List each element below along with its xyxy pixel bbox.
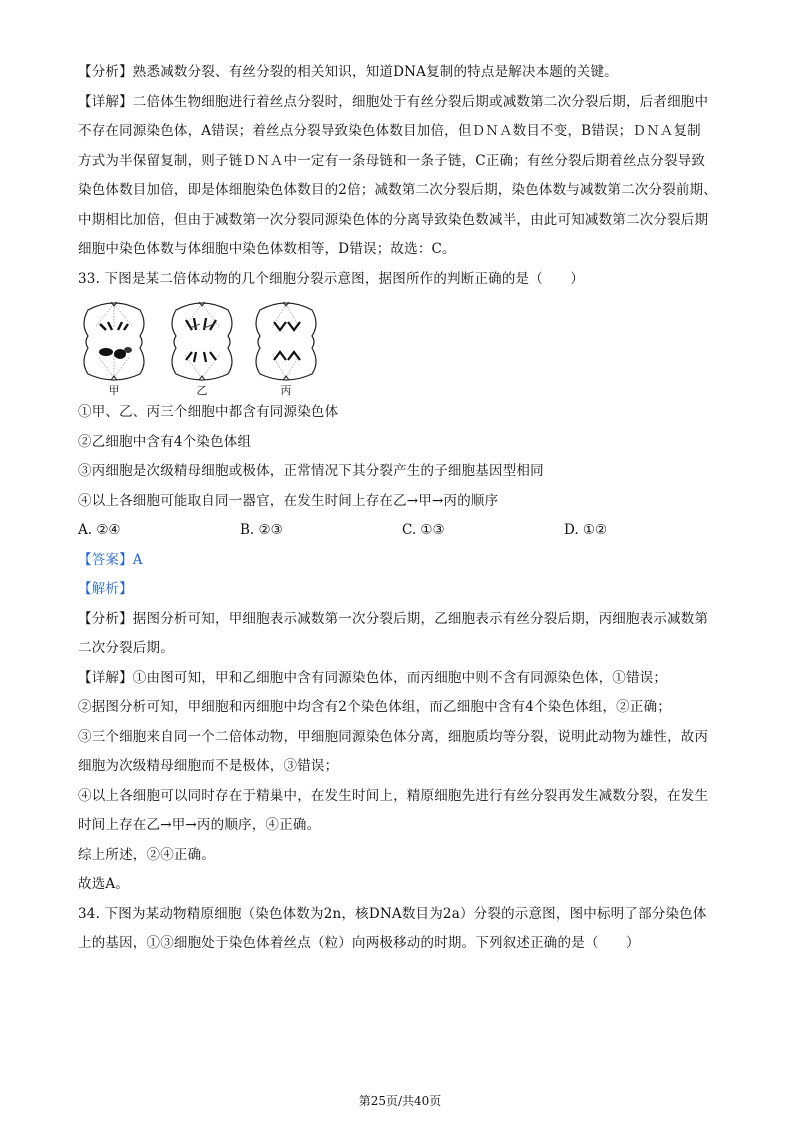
summary-line: 综上所述，②④正确。 xyxy=(78,846,215,863)
detail-line: 细胞中染色体数与体细胞中染色体数相等，D错误；故选：C。 xyxy=(78,241,456,257)
cell-label-bing: 丙 xyxy=(280,384,292,397)
cell-division-figure xyxy=(78,298,726,396)
cell-label-jia: 甲 xyxy=(108,384,120,397)
detail-line: ②据图分析可知，甲细胞和丙细胞中均含有2个染色体组，而乙细胞中含有4个染色体组，②正确； xyxy=(78,699,671,715)
document-page xyxy=(78,58,726,959)
cell-bing xyxy=(250,298,322,396)
explanation-heading: 【解析】 xyxy=(78,581,133,597)
detail-line: 不存在同源染色体，A错误；着丝点分裂导致染色体数目加倍，但ＤＮＡ数目不变，B错误；ＤＮＡ复制 xyxy=(78,123,701,139)
cell-yi xyxy=(166,298,238,396)
question-33: 33. 下图是某二倍体动物的几个细胞分裂示意图，据图所作的判断正确的是（ ） xyxy=(78,270,585,287)
option-d: D. ①② xyxy=(564,522,608,538)
answer-options xyxy=(78,516,726,546)
statement-3: ③丙细胞是次级精母细胞或极体，正常情况下其分裂产生的子细胞基因型相同 xyxy=(78,463,544,479)
statement-1: ①甲、乙、丙三个细胞中都含有同源染色体 xyxy=(78,404,339,420)
question-34: 34. 下图为某动物精原细胞（染色体数为2n，核DNA数目为2a）分裂的示意图，图中标明了部分染色体 xyxy=(78,905,707,922)
answer-line: 【答案】A xyxy=(78,551,143,568)
detail-line: ③三个细胞来自同一个二倍体动物，甲细胞同源染色体分离，细胞质均等分裂，说明此动物为雄性，故丙 xyxy=(78,728,709,745)
detail-line: 【详解】①由图可知，甲和乙细胞中含有同源染色体，而丙细胞中则不含有同源染色体，①错误； xyxy=(78,669,668,686)
detail-line: 方式为半保留复制，则子链ＤＮＡ中一定有一条母链和一条子链，C正确；有丝分裂后期着丝点分裂导致 xyxy=(78,152,706,169)
conclusion-line: 故选A。 xyxy=(78,876,130,892)
analysis-line: 【分析】熟悉减数分裂、有丝分裂的相关知识，知道DNA复制的特点是解决本题的关键。 xyxy=(78,64,618,80)
option-a: A. ②④ xyxy=(78,522,121,538)
detail-line: ④以上各细胞可以同时存在于精巢中，在发生时间上，精原细胞先进行有丝分裂再发生减数分裂，在发生 xyxy=(78,787,709,804)
detail-line: 中期相比加倍，但由于减数第一次分裂同源染色体的分离导致染色数减半，由此可知减数第二次分裂后期 xyxy=(78,211,709,228)
cell-jia xyxy=(78,298,150,396)
statement-2: ②乙细胞中含有4个染色体组 xyxy=(78,433,252,450)
detail-line: 时间上存在乙→甲→丙的顺序，④正确。 xyxy=(78,817,321,833)
cell-label-yi: 乙 xyxy=(196,384,208,397)
analysis-line: 二次分裂后期。 xyxy=(78,640,174,656)
detail-line: 【详解】二倍体生物细胞进行着丝点分裂时，细胞处于有丝分裂后期或减数第二次分裂后期，后者细胞中 xyxy=(78,93,709,110)
question-34-cont: 上的基因，①③细胞处于染色体着丝点（粒）向两极移动的时期。下列叙述正确的是（ ） xyxy=(78,935,640,951)
detail-line: 细胞为次级精母细胞而不是极体，③错误； xyxy=(78,758,339,774)
detail-line: 染色体数目加倍，即是体细胞染色体数目的2倍；减数第二次分裂后期，染色体数与减数第二次分裂前期、 xyxy=(78,182,717,198)
analysis-line: 【分析】据图分析可知，甲细胞表示减数第一次分裂后期，乙细胞表示有丝分裂后期，丙细胞表示减数第 xyxy=(78,610,709,627)
option-c: C. ①③ xyxy=(402,522,445,538)
page-footer: 第25页/共40页 xyxy=(358,1094,442,1108)
option-b: B. ②③ xyxy=(240,522,283,538)
statement-4: ④以上各细胞可能取自同一器官，在发生时间上存在乙→甲→丙的顺序 xyxy=(78,492,499,509)
